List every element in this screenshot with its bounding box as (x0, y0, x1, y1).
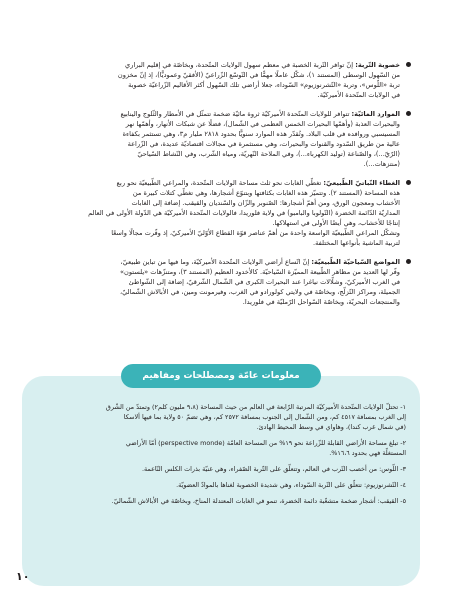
bullet-line: في الولايات المتّحدة الأميركيّة. (317, 91, 400, 99)
bullet-line: والبحيرات العذبة (وأهمّها البحيرات الخمس العظمى في الشّمال)، فضلًا عن شبكات الأنهار، وأهمّها نهر (125, 120, 400, 128)
info-item-3 (36, 464, 406, 474)
bullet-list (26, 60, 412, 316)
bullet-dot-icon (406, 111, 411, 116)
bullet-line: هذه المساحة (المستند ٢). وتتميّز هذه الغابات بكثافتها وبتنوّع أشجارها، وهي تغطّي كتلات كبيرة من (132, 189, 400, 197)
bullet-line: والمنتجعات البحريّة، وبخاصّة السّواحل الرّمليّة في فلوريدا. (242, 298, 400, 306)
bullet-dot-icon (406, 180, 411, 185)
bullet-line: من السّهول الوسطى (المستند ١)، شكّل عاملًا مهمًّا في التّوسّع الزّراعيّ (الأفقيّ وعموديًّا)، إذ إنّ مخزون (117, 71, 400, 79)
page-number: ١٠ (16, 570, 30, 583)
bullet-line: في الغرب الأميركيّ، وشلّالات نياغرا عند البحيرات الكبرى في الشّمال الشّرقيّ، إضافة إلى الشّواطئ (128, 278, 400, 286)
bullet-line: إنّ توافر التّربة الخصبة في معظم سهول الولايات المتّحدة، وبخاصّة في إقليم البراري (125, 61, 354, 69)
bullet-vegetation (26, 178, 412, 248)
info-line: ٤- التّشرنوزيوم: تتعلّق على التّربة السّوداء، وهي شديدة الخصوبة لغناها بالموادّ العضويّة. (176, 481, 406, 489)
bullet-line: المداريّة الدّائمة الخضرة (التّولوبا والبامبو) في ولاية فلوريدا، فالولايات المتّحدة الأميركيّة هي الدّولة الأولى في العالم (88, 209, 400, 217)
info-line: ٢- تبلغ مساحة الأراضي القابلة للزّراعة نحو ١٩% من المساحة العامّة (perspective monde) أمّا الأراضي (125, 439, 406, 447)
bullet-line: تربة «اللّوس»، وتربة «التّشرنوزيوم» السّوداء، جعلا أراضي تلك السّهول أكثر الأقاليم الزّراعيّة خصوبة (128, 81, 400, 89)
info-line: (في شمال غرب كندا)، وهاواي في وسط المحيط الهادئ. (256, 423, 406, 431)
info-item-5 (36, 496, 406, 506)
info-box (22, 371, 420, 586)
bullet-water-resources (26, 109, 412, 169)
bullet-line: (الرّيّ...)، والصّناعة (توليد الكهرباء...)، وفي الملاحة النّهريّة، ومياه الشّرب، وفي النّشاط السّياحيّ (137, 150, 400, 158)
bullet-line: الأخشاب ومعجون الورق، ومن أهمّ أشجارها: الصّنوبر والزّان والسّنديان والقيقب. إضافة إلى الغابات (131, 199, 400, 207)
bullet-line: تتوافر للولايات المتّحدة الأميركيّة ثروة مائيّة ضخمة تتمثّل في الأمطار والثّلوج والينابيع (120, 110, 350, 118)
bullet-heading: الموارد المائيّة: (351, 110, 400, 118)
bullet-line: الجميلة، ومراكز التّزلّج، وبخاصّة في ولايتي كولورادو في الغرب، وفيرمونت ومين، في الأبالاش الشّماليّ، (119, 288, 400, 296)
bullet-line: (منتزهات...). (363, 160, 400, 168)
bullet-heading: الغطاء النّباتيّ الطّبيعيّ: (323, 179, 400, 187)
info-item-4 (36, 480, 406, 490)
bullet-line: المسيسبي وروافده في قلب البلاد. وتُقدّر هذه الموارد سنويًّا بحدود ٢٨١٨ مليار م٣، وهي تستثمر بكفاءة (122, 130, 400, 138)
bullet-dot-icon (406, 62, 411, 67)
bullet-line: إنتاجًا للأخشاب، وهي أيضًا الأولى في استهلاكها. (272, 219, 400, 227)
info-line: ٣- اللّوس: من أخصب التّرب في العالم، وتتعلّق على التّربة الصّفراء، وهي غنيّة بذرات الكلس النّاعمة. (141, 465, 406, 473)
bullet-line: وتشكّل المراعي الطّبيعيّة الواسعة واحدة من أهمّ عناصر قوّة القطاع الأوّليّ الأميركيّ، إذ وفّرت مجالًا واسعًا (111, 229, 400, 237)
bullet-heading: خصوبة التّربة: (355, 61, 400, 69)
info-box-title: معلومات عامّة ومصطلحات ومفاهيم (121, 364, 321, 388)
info-item-2 (36, 438, 406, 458)
info-line: ٥- القيقب: أشجار ضخمة متشعّبة دائمة الخضرة، تنمو في الغابات المعتدلة المناخ، وبخاصّة في الأبالاش الشّماليّ. (111, 497, 406, 505)
info-list (36, 402, 406, 512)
info-line: ١- تحتلّ الولايات المتّحدة الأميركيّة المرتبة الرّابعة في العالم من حيث المساحة (٩،٨ مليون كلم٢) وتمتدّ من الشّرق (105, 403, 406, 411)
bullet-line: عالية من طريق السّدود والقنوات والبحيرات، وهي مستثمرة في مجالات اقتصاديّة عديدة، في الزّراعة (127, 140, 400, 148)
info-item-1 (36, 402, 406, 432)
bullet-dot-icon (406, 259, 411, 264)
bullet-line: لتربية الماشية بأنواعها المختلفة. (313, 239, 400, 247)
info-line: إلى الغرب بمسافة ٤٥١٧ كم، ومن الشّمال إلى الجنوب بمسافة ٢٥٧٢ كم، وهي تضمّ ٥٠ ولاية بما فيها ألاسكا (123, 413, 406, 421)
bullet-line: وفّر لها العديد من مظاهر الطّبيعة المميّزة السّياحيّة. كالأخدود العظيم (المستند ٣)، ومتنزّهات «يلستون» (119, 268, 400, 276)
bullet-soil-fertility (26, 60, 412, 100)
info-line: المستغلّة فهي بحدود ١٦،٦%. (329, 449, 406, 457)
bullet-tourism-sites (26, 257, 412, 307)
bullet-line: إنّ اتّساع أراضي الولايات المتّحدة الأميركيّة، وما فيها من تباين طبيعيّ، (120, 258, 310, 266)
bullet-line: تغطّي الغابات نحو ثلث مساحة الولايات المتّحدة، والمراعي الطّبيعيّة نحو ربع (116, 179, 322, 187)
bullet-heading: المواضع السّياحيّة الطّبيعيّة: (311, 258, 400, 266)
